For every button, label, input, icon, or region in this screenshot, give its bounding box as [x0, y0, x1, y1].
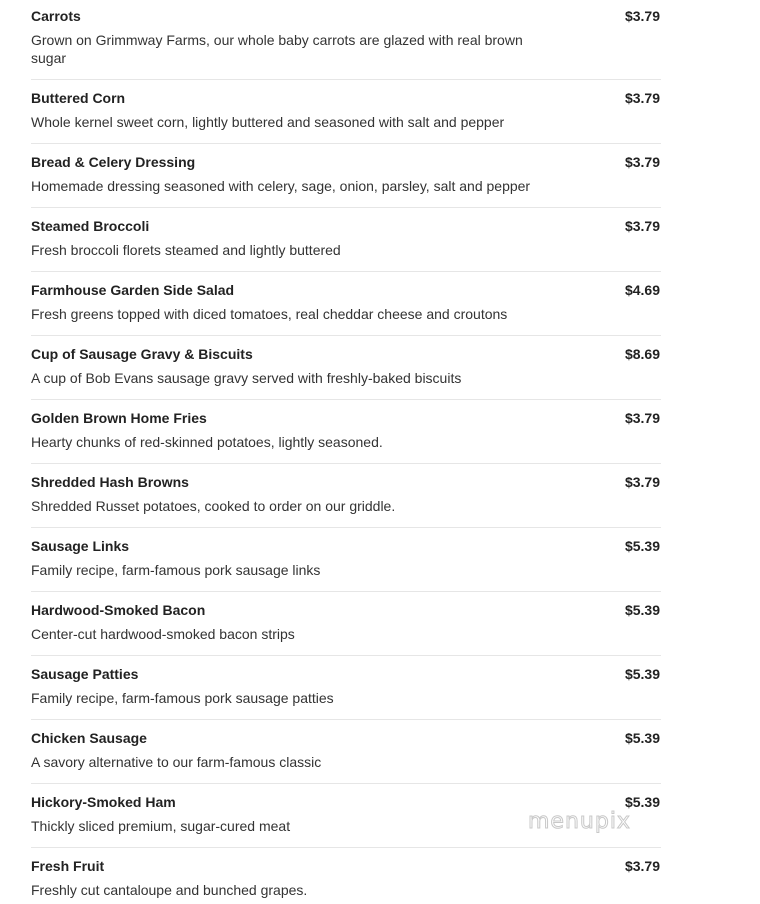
item-name: Hardwood-Smoked Bacon — [31, 602, 206, 618]
menu-item-hardwood-smoked-bacon[interactable] — [31, 592, 661, 656]
menu-list — [31, 0, 661, 904]
item-name: Chicken Sausage — [31, 730, 147, 746]
item-description: Shredded Russet potatoes, cooked to order on our griddle. — [31, 498, 396, 514]
item-description: A savory alternative to our farm-famous classic — [31, 754, 322, 770]
menu-item-chicken-sausage[interactable] — [31, 720, 661, 784]
menu-item-bread-celery-dressing[interactable] — [31, 144, 661, 208]
item-name: Shredded Hash Browns — [31, 474, 189, 490]
item-price: $5.39 — [624, 602, 660, 618]
item-description: Center-cut hardwood-smoked bacon strips — [31, 626, 295, 642]
item-price: $3.79 — [624, 154, 660, 170]
item-name: Carrots — [31, 8, 81, 24]
item-description: Freshly cut cantaloupe and bunched grapes. — [31, 882, 308, 898]
item-price: $3.79 — [624, 90, 660, 106]
item-description: Hearty chunks of red-skinned potatoes, lightly seasoned. — [31, 434, 383, 450]
item-name: Farmhouse Garden Side Salad — [31, 282, 235, 298]
item-price: $3.79 — [624, 858, 660, 874]
item-name: Buttered Corn — [31, 90, 126, 106]
item-price: $8.69 — [624, 346, 660, 362]
item-description: Fresh broccoli florets steamed and lightly buttered — [31, 242, 341, 258]
item-price: $3.79 — [624, 8, 660, 24]
item-price: $5.39 — [624, 794, 660, 810]
item-name: Sausage Links — [31, 538, 130, 554]
item-price: $5.39 — [624, 538, 660, 554]
item-description: Fresh greens topped with diced tomatoes, real cheddar cheese and croutons — [31, 306, 508, 322]
item-name: Steamed Broccoli — [31, 218, 150, 234]
item-price: $3.79 — [624, 474, 660, 490]
menu-item-fresh-fruit[interactable] — [31, 848, 661, 904]
item-description: Whole kernel sweet corn, lightly buttered and seasoned with salt and pepper — [31, 114, 505, 130]
item-name: Cup of Sausage Gravy & Biscuits — [31, 346, 253, 362]
menu-item-sausage-links[interactable] — [31, 528, 661, 592]
item-price: $3.79 — [624, 218, 660, 234]
menu-item-carrots[interactable] — [31, 0, 661, 80]
item-price: $3.79 — [624, 410, 660, 426]
item-name: Bread & Celery Dressing — [31, 154, 196, 170]
menu-item-golden-brown-home-fries[interactable] — [31, 400, 661, 464]
item-price: $5.39 — [624, 730, 660, 746]
menu-item-farmhouse-garden-side-salad[interactable] — [31, 272, 661, 336]
item-price: $5.39 — [624, 666, 660, 682]
item-description: Family recipe, farm-famous pork sausage patties — [31, 690, 334, 706]
item-description: A cup of Bob Evans sausage gravy served with freshly-baked biscuits — [31, 370, 462, 386]
menu-item-sausage-patties[interactable] — [31, 656, 661, 720]
item-name: Fresh Fruit — [31, 858, 105, 874]
menu-item-cup-of-sausage-gravy-biscuits[interactable] — [31, 336, 661, 400]
item-price: $4.69 — [624, 282, 660, 298]
item-name: Golden Brown Home Fries — [31, 410, 207, 426]
menu-item-buttered-corn[interactable] — [31, 80, 661, 144]
item-description: Thickly sliced premium, sugar-cured meat — [31, 818, 291, 834]
menu-item-shredded-hash-browns[interactable] — [31, 464, 661, 528]
item-description: Homemade dressing seasoned with celery, sage, onion, parsley, salt and pepper — [31, 178, 531, 194]
item-name: Sausage Patties — [31, 666, 139, 682]
menu-item-steamed-broccoli[interactable] — [31, 208, 661, 272]
item-name: Hickory-Smoked Ham — [31, 794, 176, 810]
menupix-watermark: menupix — [528, 809, 631, 834]
item-description: Grown on Grimmway Farms, our whole baby carrots are glazed with real brown sugar — [31, 32, 523, 66]
item-description: Family recipe, farm-famous pork sausage links — [31, 562, 321, 578]
